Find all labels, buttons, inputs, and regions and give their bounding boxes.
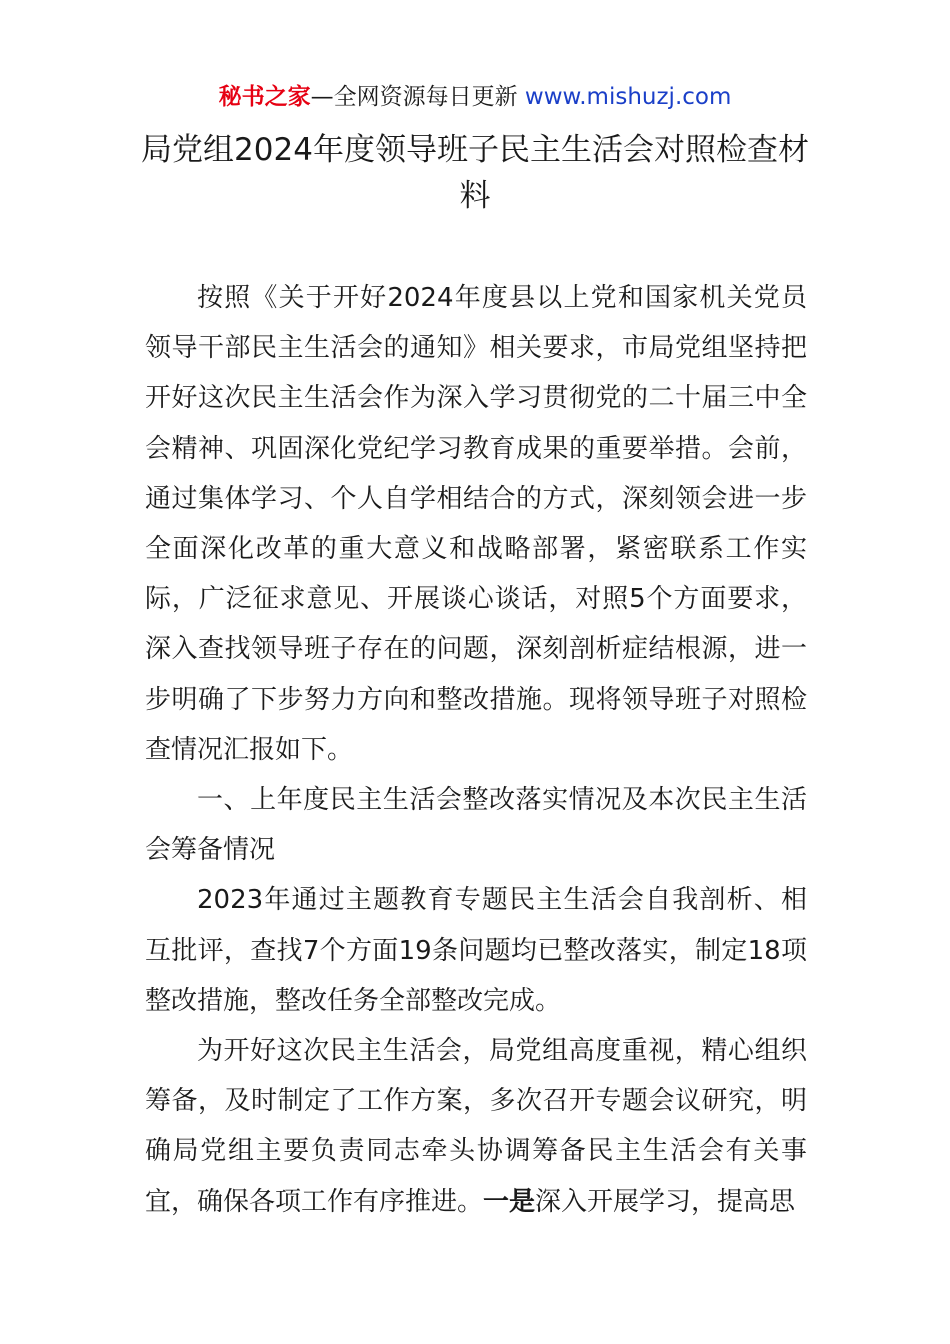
- document-title: 局党组2024年度领导班子民主生活会对照检查材料: [141, 132, 809, 214]
- document-body: [145, 273, 807, 1227]
- paragraph-intro: 按照《关于开好2024年度县以上党和国家机关党员领导干部民主生活会的通知》相关要求，市局党组坚持把开好这次民主生活会作为深入学习贯彻党的二十届三中全会精神、巩固深化党纪学习教育成果的重要举措。会前，通过集体学习、个人自学相结合的方式，深刻领会进一步全面深化改革的重大意义和战略部署，紧密联系工作实际，广泛征求意见、开展谈心谈话，对照5个方面要求，深入查找领导班子存在的问题，深刻剖析症结根源，进一步明确了下步努力方向和整改措施。现将领导班子对照检查情况汇报如下。: [145, 283, 807, 765]
- site-tagline: —全网资源每日更新: [310, 84, 518, 110]
- section-heading-1: 一、上年度民主生活会整改落实情况及本次民主生活会筹备情况: [145, 785, 807, 866]
- site-url: www.mishuzj.com: [524, 84, 732, 110]
- paragraph-rectification: 2023年通过主题教育专题民主生活会自我剖析、相互批评，查找7个方面19条问题均已整改落实，制定18项整改措施，整改任务全部整改完成。: [145, 885, 807, 1016]
- paragraph-preparation-bold: 一是: [483, 1186, 536, 1217]
- paragraph-preparation-text: 为开好这次民主生活会，局党组高度重视，精心组织筹备，及时制定了工作方案，多次召开专题会议研究，明确局党组主要负责同志牵头协调筹备民主生活会有关事宜，确保各项工作有序推进。: [145, 1036, 807, 1217]
- brand-name: 秘书之家: [218, 84, 311, 110]
- site-header: [0, 82, 950, 112]
- paragraph-preparation: [145, 1026, 807, 1227]
- paragraph-preparation-tail: 深入开展学习，提高思: [535, 1186, 796, 1217]
